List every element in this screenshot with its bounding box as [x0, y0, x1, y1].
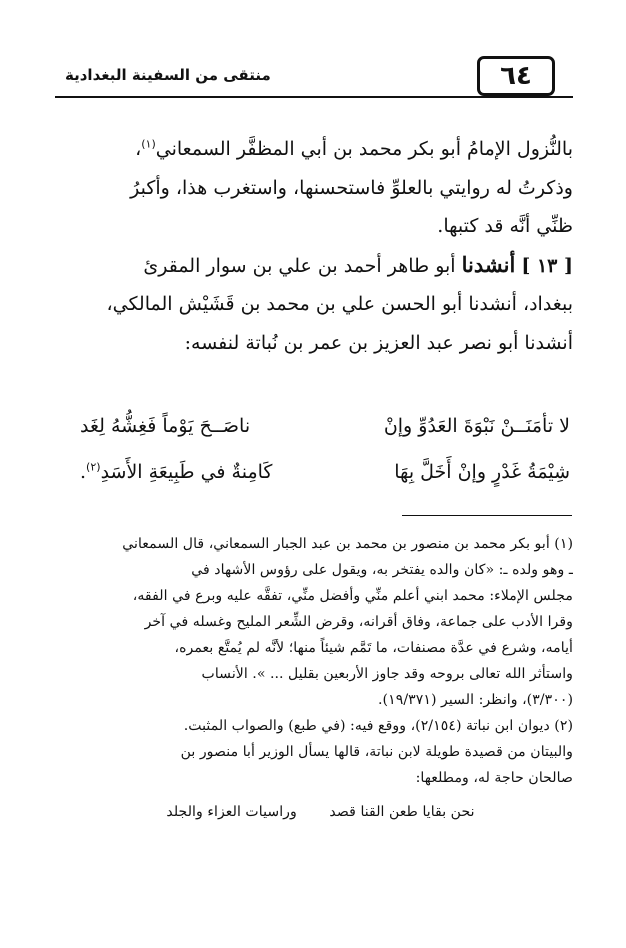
entry-line-3: أنشدنا أبو نصر عبد العزيز بن عمر بن نُباتة لنفسه:: [184, 331, 573, 354]
running-title: منتقى من السفينة البغدادية: [65, 66, 271, 84]
opening-paragraph: [65, 130, 573, 246]
verse-2-second-hemistich: كَامِنةٌ في طَبِيعَةِ الأَسَدِ$^{(٢)}$.: [80, 460, 273, 483]
body-line-3: ظنِّي أنَّه قد كتبها.: [437, 215, 573, 237]
verse-1-second-hemistich: ناصَــحَ يَوْماً فَغِشُّهُ لِغَد: [80, 415, 251, 437]
entry-keyword: أنشدنا: [461, 251, 516, 277]
main-text: [65, 130, 573, 362]
entry-line-2: ببغداد، أنشدنا أبو الحسن علي بن محمد بن قَشَيْش المالكي،: [106, 293, 573, 315]
footnote-ref-1: (١): [141, 137, 156, 151]
footnote-2-verse: [68, 799, 573, 825]
verse-2-first-hemistich: شِيْمَةُ غَدْرٍ وإنْ أَخَلَّ بِهَا: [394, 461, 570, 483]
header-rule: [55, 96, 573, 98]
page-header: [55, 56, 573, 102]
footnote-2-line: والبيتان من قصيدة طويلة لابن نباتة، قالها يسأل الوزير أبا منصور بن: [180, 744, 573, 760]
footnote-ref-2: (٢): [86, 460, 101, 474]
entry-line-1: [ ١٣ ] أنشدنا أبو طاهر أحمد بن علي بن سوار المقرئ: [143, 251, 573, 277]
footnote-2-line: صالحان حاجة له، ومطلعها:: [415, 770, 573, 786]
body-line-1: بالنُّزول الإمامُ أبو بكر محمد بن أبي المظفَّر السمعاني$^{(١)}$،: [135, 137, 573, 160]
page-number: ٦٤: [477, 56, 555, 96]
footnote-2: [68, 713, 573, 825]
footnote-1-line: (١) أبو بكر محمد بن منصور بن محمد بن عبد الجبار السمعاني، قال السمعاني: [122, 536, 573, 552]
footnote-1-line: واستأثر الله تعالى بروحه وقد جاوز الأربعين بقليل ... ». الأنساب: [201, 666, 573, 682]
footnote-1-line: أيامه، وشرع في عدَّة مصنفات، ما تَمَّم شيئاً منها؛ لأنَّه لم يُمتَّع بعمره،: [174, 640, 573, 656]
verse-1-first-hemistich: لا تأمَنَــنْ نَبْوَةَ العَدُوِّ وإنْ: [383, 415, 570, 437]
footnote-1-line: مجلس الإملاء: محمد ابني أعلم منِّي وأفضل منِّي، تفقَّه عليه وبرع في الفقه،: [132, 588, 573, 604]
footnote-2-verse-first: نحن بقايا طعن القنا قصد: [329, 804, 475, 820]
footnote-1-line: ـ وهو ولده ـ: «كان والده يفتخر به، ويقول على رؤوس الأشهاد في: [191, 562, 573, 578]
entry-13: [65, 246, 573, 363]
footnotes: [68, 531, 573, 825]
verse-2: [80, 461, 570, 507]
footnote-1-line: وقرا الأدب على جماعة، وفاق أقرانه، وقرض الشِّعر المليح وغسله في آخر: [144, 614, 573, 630]
footnote-2-verse-second: وراسيات العزاء والجلد: [166, 804, 297, 820]
footnote-1: [68, 531, 573, 713]
item-number: [ ١٣ ]: [521, 254, 573, 277]
body-line-2: وذكرتُ له روايتي بالعلوِّ فاستحسنها، واستغرب هذا، وأكبرُ: [130, 176, 573, 199]
footnote-2-line: (٢) ديوان ابن نباتة (٢/١٥٤)، ووقع فيه: (في طبع) والصواب المثبت.: [183, 718, 573, 734]
verse-1: [80, 415, 570, 461]
poem: [80, 415, 570, 507]
footnote-separator: [402, 515, 572, 516]
footnote-1-line: (٣/٣٠٠)، وانظر: السير (١٩/٣٧١).: [378, 692, 573, 708]
